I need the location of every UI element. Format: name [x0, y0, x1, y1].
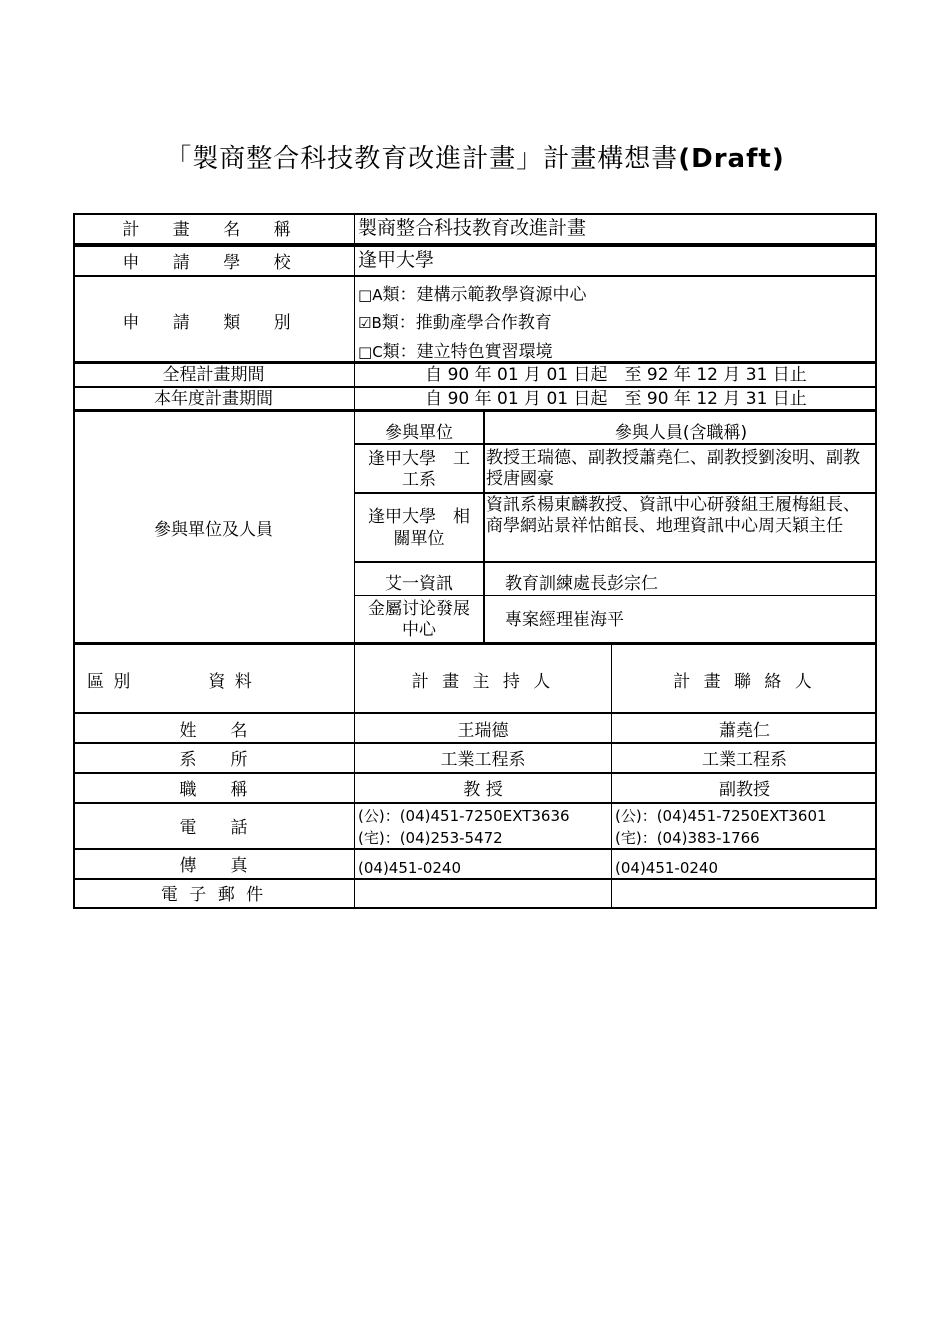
host-title: 教 授 [463, 780, 503, 800]
checkbox-checked-icon: ☑ [358, 314, 372, 332]
row-phone-label: 電 話 [179, 818, 248, 838]
checkbox-unchecked-icon: □ [358, 286, 373, 304]
row-title-label: 職 稱 [179, 780, 248, 800]
annual-period-value: 自 90 年 01 月 01 日起 至 90 年 12 月 31 日止 [425, 389, 807, 409]
row-email-label: 電 子 郵 件 [160, 885, 267, 905]
liaison-phone-office: (公)：(04)451-7250EXT3601 [615, 807, 827, 825]
header-people: 參與人員(含職稱) [614, 423, 748, 443]
participants-label: 參與單位及人員 [154, 520, 273, 540]
plan-name-value: 製商整合科技教育改進計畫 [358, 217, 587, 239]
liaison-fax: (04)451-0240 [615, 859, 719, 877]
row-fax-label: 傳 真 [179, 856, 248, 876]
participant-unit-1a: 逢甲大學 工 [368, 449, 470, 469]
row-dept-label: 系 所 [179, 750, 248, 770]
school-value: 逢甲大學 [358, 249, 435, 271]
title-main: 「製商整合科技教育改進計畫」計畫構想書 [165, 144, 679, 174]
host-label: 計 畫 主 持 人 [411, 672, 555, 692]
category-option-c: □C類：建立特色實習環境 [358, 342, 553, 362]
participant-people-4: 專案經理崔海平 [505, 610, 624, 630]
category-option-b: ☑B類：推動產學合作教育 [358, 313, 552, 333]
row-name-label: 姓 名 [179, 721, 248, 741]
checkbox-unchecked-icon: □ [358, 343, 373, 361]
liaison-phone-home: (宅)：(04)383-1766 [615, 829, 760, 847]
full-period-label: 全程計畫期間 [162, 365, 265, 385]
full-period-value: 自 90 年 01 月 01 日起 至 92 年 12 月 31 日止 [425, 365, 807, 385]
contact-header-label: 區 別 資 料 [87, 672, 254, 692]
participant-unit-4b: 中心 [402, 620, 436, 640]
title-suffix: (Draft) [678, 144, 785, 174]
participant-people-3: 教育訓練處長彭宗仁 [505, 574, 658, 594]
category-label: 申 請 類 別 [122, 313, 305, 333]
liaison-name: 蕭堯仁 [719, 721, 770, 741]
plan-name-label: 計 畫 名 稱 [122, 220, 305, 240]
host-dept: 工業工程系 [440, 750, 526, 770]
liaison-label: 計 畫 聯 絡 人 [673, 672, 816, 692]
participant-unit-2a: 逢甲大學 相 [368, 507, 470, 527]
participant-people-2: 資訊系楊東麟教授、資訊中心研發組王履梅組長、商學網站景祥怙館長、地理資訊中心周天穎主任 [486, 495, 860, 536]
liaison-dept: 工業工程系 [702, 750, 787, 770]
participant-unit-2b: 關單位 [393, 529, 445, 549]
participant-unit-3: 艾一資訊 [385, 574, 453, 594]
host-fax: (04)451-0240 [358, 859, 462, 877]
document-title [0, 138, 950, 175]
header-unit: 參與單位 [385, 423, 453, 443]
school-label: 申 請 學 校 [122, 253, 305, 273]
host-phone-office: (公)：(04)451-7250EXT3636 [358, 807, 570, 825]
host-phone-home: (宅)：(04)253-5472 [358, 829, 503, 847]
participant-unit-4a: 金屬讨论發展 [368, 599, 470, 619]
liaison-title: 副教授 [719, 780, 770, 800]
category-option-a: □A類：建構示範教學資源中心 [358, 285, 587, 305]
participant-unit-1b: 工系 [402, 470, 436, 490]
annual-period-label: 本年度計畫期間 [154, 389, 273, 409]
host-name: 王瑞德 [457, 721, 509, 741]
participant-people-1: 教授王瑞德、副教授蕭堯仁、副教授劉浚明、副教授唐國豪 [486, 448, 860, 489]
